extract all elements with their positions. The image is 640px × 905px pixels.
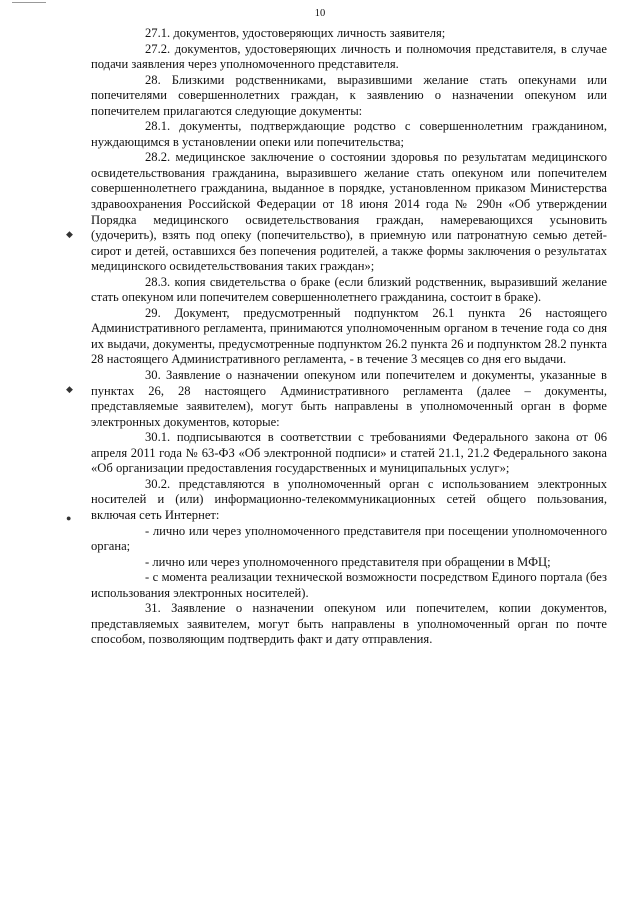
paragraph-29: 29. Документ, предусмотренный подпунктом 26.1 пункта 26 настоящего Административного регламента, принимаются уполномоченным органом в течение года со дня их выдачи, документы, предусмотренные подпунктом 26.2 пункта 26 и подпунктом 28.2 пункта 28 настоящего Административного регламента, - в течение 3 месяцев со дня его выдачи. <box>91 305 607 367</box>
scan-corner-mark <box>12 2 46 3</box>
paragraph-28-3: 28.3. копия свидетельства о браке (если близкий родственник, выразивший желание стать опекуном или попечителем совершеннолетнего гражданина, состоит в браке). <box>91 274 607 305</box>
margin-dot-mark: ◆ <box>66 229 73 239</box>
list-item-in-person: - лично или через уполномоченного представителя при посещении уполномоченного органа; <box>91 523 607 554</box>
paragraph-28-1: 28.1. документы, подтверждающие родство с совершеннолетним гражданином, нуждающимся в установлении опеки или попечительства; <box>91 119 607 149</box>
paragraph-30: 30. Заявление о назначении опекуном или попечителем и документы, указанные в пунктах 26, 28 настоящего Административного регламента (далее – документы, представляемые заявителем), могут быть направлены в уполномоченный орган в форме электронных документов, которые: <box>91 368 607 429</box>
document-body <box>91 26 607 648</box>
paragraph-31: 31. Заявление о назначении опекуном или попечителем, копии документов, представляемых заявителем, могут быть направлены в уполномоченный орган по почте способом, позволяющим подтвердить факт и дату отправления. <box>91 601 607 647</box>
margin-dot-mark: ● <box>66 513 72 523</box>
paragraph-30-1: 30.1. подписываются в соответствии с требованиями Федерального закона от 06 апреля 2011 года № 63-ФЗ «Об электронной подписи» и статей 21.1, 21.2 Федерального закона «Об организации предоставления государственных и муниципальных услуг»; <box>91 430 607 476</box>
page-number: 10 <box>314 8 326 19</box>
paragraph-28: 28. Близкими родственниками, выразившими желание стать опекунами или попечителями совершеннолетних граждан, к заявлению о назначении опекуном или попечителем прилагаются следующие документы: <box>91 72 607 118</box>
margin-dot-mark: ◆ <box>66 384 73 394</box>
paragraph-27-1: 27.1. документов, удостоверяющих личность заявителя; <box>145 26 446 40</box>
paragraph-27-2: 27.2. документов, удостоверяющих личность и полномочия представителя, в случае подачи заявления через уполномоченного представителя. <box>91 41 607 72</box>
paragraph-28-2: 28.2. медицинское заключение о состоянии здоровья по результатам медицинского освидетельствования гражданина, выразившего желание стать опекуном или попечителем совершеннолетнего гражданина, выданное в порядке, установленном приказом Министерства здравоохранения Российской Федерации от 18 июня 2014 года № 290н «Об утверждении Порядка медицинского освидетельствования граждан, намеревающихся усыновить (удочерить), взять под опеку (попечительство), в приемную или патронатную семью детей-сирот и детей, оставшихся без попечения родителей, а также формы заключения о результатах медицинского освидетельствования таких граждан»; <box>91 150 607 274</box>
list-item-portal: - с момента реализации технической возможности посредством Единого портала (без использования электронных носителей). <box>91 570 607 600</box>
list-item-mfc: - лично или через уполномоченного представителя при обращении в МФЦ; <box>145 554 551 569</box>
paragraph-30-2: 30.2. представляются в уполномоченный орган с использованием электронных носителей и (или) информационно-телекоммуникационных сетей общего пользования, включая сеть Интернет: <box>91 476 607 522</box>
